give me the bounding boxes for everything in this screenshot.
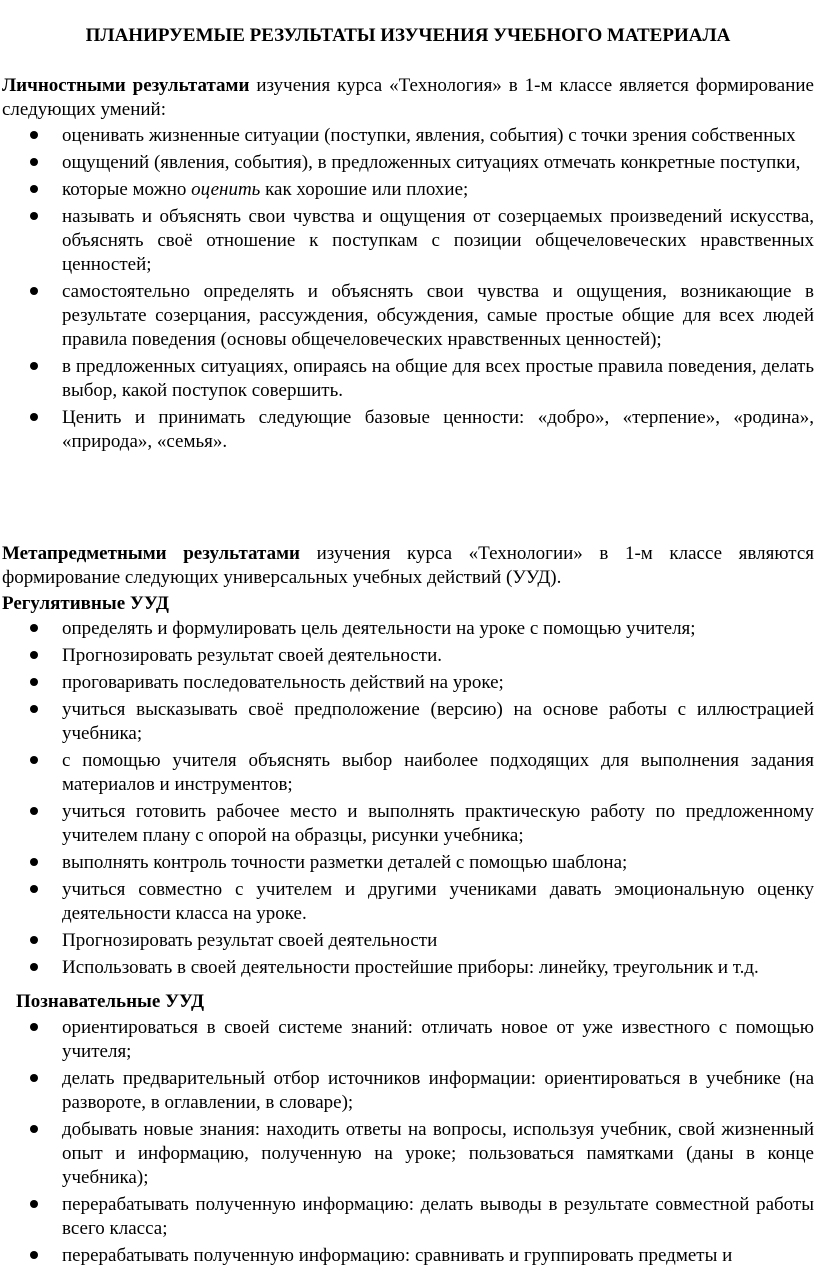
regulatory-heading: Регулятивные УУД [2,593,169,614]
list-item: Прогнозировать результат своей деятельности. [0,644,816,668]
bullet-icon [30,1023,38,1031]
bullet-icon [30,936,38,944]
list-item: добывать новые знания: находить ответы на вопросы, используя учебник, свой жизненный опыт и информацию, полученную на уроке; пользоваться памятками (даны в конце учебника); [0,1118,816,1190]
list-item: проговаривать последовательность действий на уроке; [0,671,816,695]
bullet-icon [30,807,38,815]
list-item: которые можно оценить как хорошие или плохие; [0,178,816,202]
list-item: учиться совместно с учителем и другими учениками давать эмоциональную оценку деятельности класса на уроке. [0,878,816,926]
personal-results-label: Личностными результатами [2,75,250,96]
meta-results-label: Метапредметными результатами [2,543,300,564]
bullet-icon [30,756,38,764]
list-item: перерабатывать полученную информацию: делать выводы в результате совместной работы всего класса; [0,1193,816,1241]
bullet-icon [30,624,38,632]
list-item: называть и объяснять свои чувства и ощущения от созерцаемых произведений искусства, объяснять своё отношение к поступкам с позиции общечеловеческих нравственных ценностей; [0,205,816,277]
bullet-icon [30,885,38,893]
list-item: ощущений (явления, события), в предложенных ситуациях отмечать конкретные поступки, [0,151,816,175]
bullet-icon [30,362,38,370]
list-item: ориентироваться в своей системе знаний: отличать новое от уже известного с помощью учителя; [0,1016,816,1064]
list-item: определять и формулировать цель деятельности на уроке с помощью учителя; [0,617,816,641]
list-item: учиться высказывать своё предположение (версию) на основе работы с иллюстрацией учебника; [0,698,816,746]
bullet-icon [30,185,38,193]
emphasis-word: оценить [191,179,261,200]
meta-results-text: изучения курса «Технологии» в 1-м классе являются формирование следующих универсальных учебных действий (УУД). [2,543,814,588]
bullet-icon [30,131,38,139]
list-item: выполнять контроль точности разметки деталей с помощью шаблона; [0,851,816,875]
bullet-icon [30,858,38,866]
list-item: Ценить и принимать следующие базовые ценности: «добро», «терпение», «родина», «природа», «семья». [0,406,816,454]
bullet-icon [30,158,38,166]
list-item: с помощью учителя объяснять выбор наиболее подходящих для выполнения задания материалов и инструментов; [0,749,816,797]
bullet-icon [30,1074,38,1082]
bullet-icon [30,963,38,971]
personal-results-text: изучения курса «Технология» в 1-м классе является формирование следующих умений: [2,75,814,120]
bullet-icon [30,678,38,686]
list-item: перерабатывать полученную информацию: сравнивать и группировать предметы и [0,1244,816,1268]
bullet-icon [30,1200,38,1208]
bullet-icon [30,212,38,220]
personal-results-list [0,124,816,457]
bullet-icon [30,1125,38,1133]
meta-results-intro [2,542,814,590]
list-item: оценивать жизненные ситуации (поступки, явления, события) с точки зрения собственных [0,124,816,148]
personal-results-intro [2,74,814,122]
cognitive-list [0,1016,816,1271]
page-title: ПЛАНИРУЕМЫЕ РЕЗУЛЬТАТЫ ИЗУЧЕНИЯ УЧЕБНОГО МАТЕРИАЛА [85,25,731,46]
bullet-icon [30,1251,38,1259]
list-item: в предложенных ситуациях, опираясь на общие для всех простые правила поведения, делать выбор, какой поступок совершить. [0,355,816,403]
list-item: самостоятельно определять и объяснять свои чувства и ощущения, возникающие в результате созерцания, рассуждения, обсуждения, самые простые общие для всех людей правила поведения (основы общечеловеческих нравственных ценностей); [0,280,816,352]
list-item: учиться готовить рабочее место и выполнять практическую работу по предложенному учителем плану с опорой на образцы, рисунки учебника; [0,800,816,848]
bullet-icon [30,413,38,421]
list-item: Прогнозировать результат своей деятельности [0,929,816,953]
regulatory-list [0,617,816,983]
bullet-icon [30,705,38,713]
list-item: Использовать в своей деятельности простейшие приборы: линейку, треугольник и т.д. [0,956,816,980]
cognitive-heading: Познавательные УУД [16,991,205,1012]
list-item: делать предварительный отбор источников информации: ориентироваться в учебнике (на развороте, в оглавлении, в словаре); [0,1067,816,1115]
bullet-icon [30,287,38,295]
bullet-icon [30,651,38,659]
